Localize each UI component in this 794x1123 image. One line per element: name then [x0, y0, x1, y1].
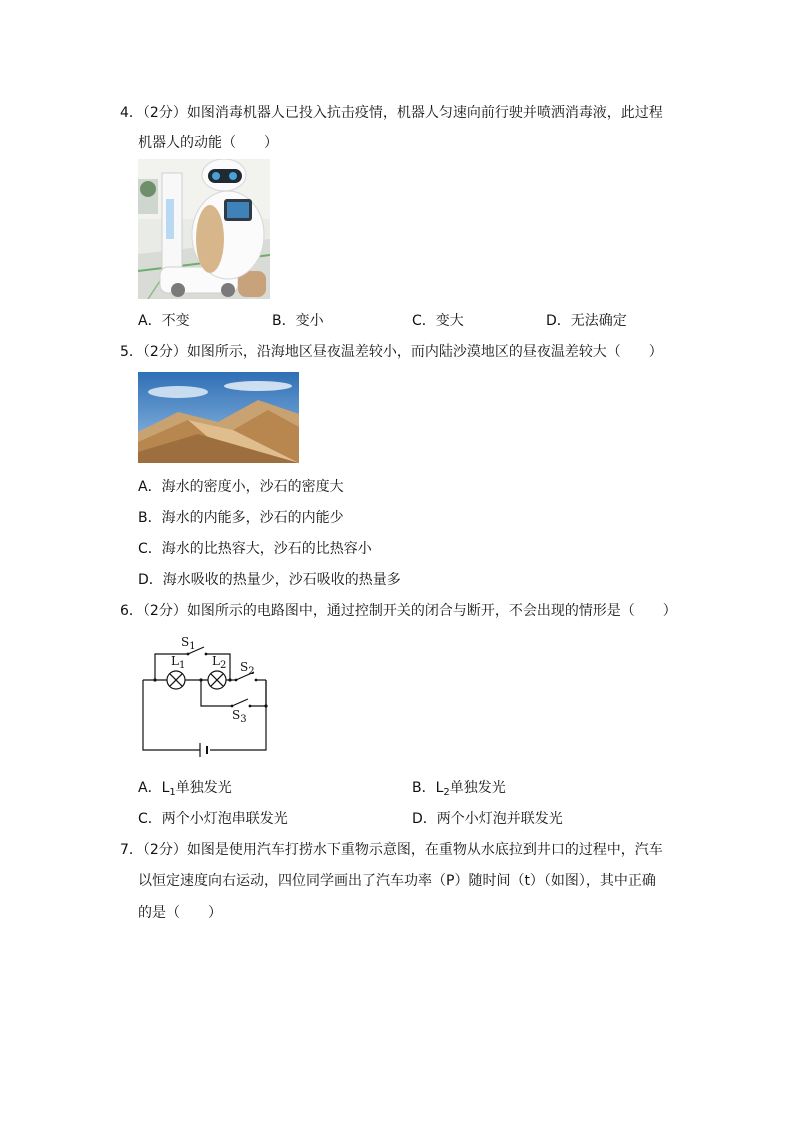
- q7-stem-line-2: 以恒定速度向右运动，四位同学画出了汽车功率（P）随时间（t）（如图），其中正确: [138, 873, 656, 889]
- q6-stem-line-1: 6．（2分）如图所示的电路图中，通过控制开关的闭合与断开，不会出现的情形是（ ）: [120, 603, 677, 619]
- s1-label: $S_1$: [181, 635, 196, 652]
- q7-stem-line-3: 的是（ ）: [138, 905, 222, 921]
- q4-option-b: B．变小: [272, 313, 324, 329]
- l2-label: $L_2$: [212, 654, 227, 671]
- l1-label: $L_1$: [171, 654, 186, 671]
- q5-option-b: B．海水的内能多，沙石的内能少: [138, 510, 344, 526]
- q5-option-c: C．海水的比热容大，沙石的比热容小: [138, 541, 372, 557]
- robot-photo: [138, 159, 270, 299]
- q4-option-d: D．无法确定: [546, 313, 627, 329]
- q5-option-d: D．海水吸收的热量少，沙石吸收的热量多: [138, 572, 401, 588]
- q5-stem-line-1: 5．（2分）如图所示，沿海地区昼夜温差较小，而内陆沙漠地区的昼夜温差较大（ ）: [120, 344, 663, 360]
- q4-stem-line-2: 机器人的动能（ ）: [138, 135, 278, 151]
- q6-option-a: A．$L_1$单独发光: [138, 780, 232, 798]
- desert-photo: [138, 372, 299, 463]
- q6-option-b: B．$L_2$单独发光: [412, 780, 506, 798]
- s2-label: $S_2$: [240, 660, 255, 677]
- q4-stem-line-1: 4．（2分）如图消毒机器人已投入抗击疫情，机器人匀速向前行驶并喷洒消毒液，此过程: [120, 105, 663, 121]
- circuit-diagram: [136, 632, 272, 758]
- q4-option-c: C．变大: [412, 313, 464, 329]
- s3-label: $S_3$: [232, 708, 247, 725]
- q6-option-c: C．两个小灯泡串联发光: [138, 811, 288, 827]
- q5-option-a: A．海水的密度小，沙石的密度大: [138, 479, 344, 495]
- q4-option-a: A．不变: [138, 313, 190, 329]
- q6-option-d: D．两个小灯泡并联发光: [412, 811, 563, 827]
- q7-stem-line-1: 7．（2分）如图是使用汽车打捞水下重物示意图，在重物从水底拉到井口的过程中，汽车: [120, 842, 663, 858]
